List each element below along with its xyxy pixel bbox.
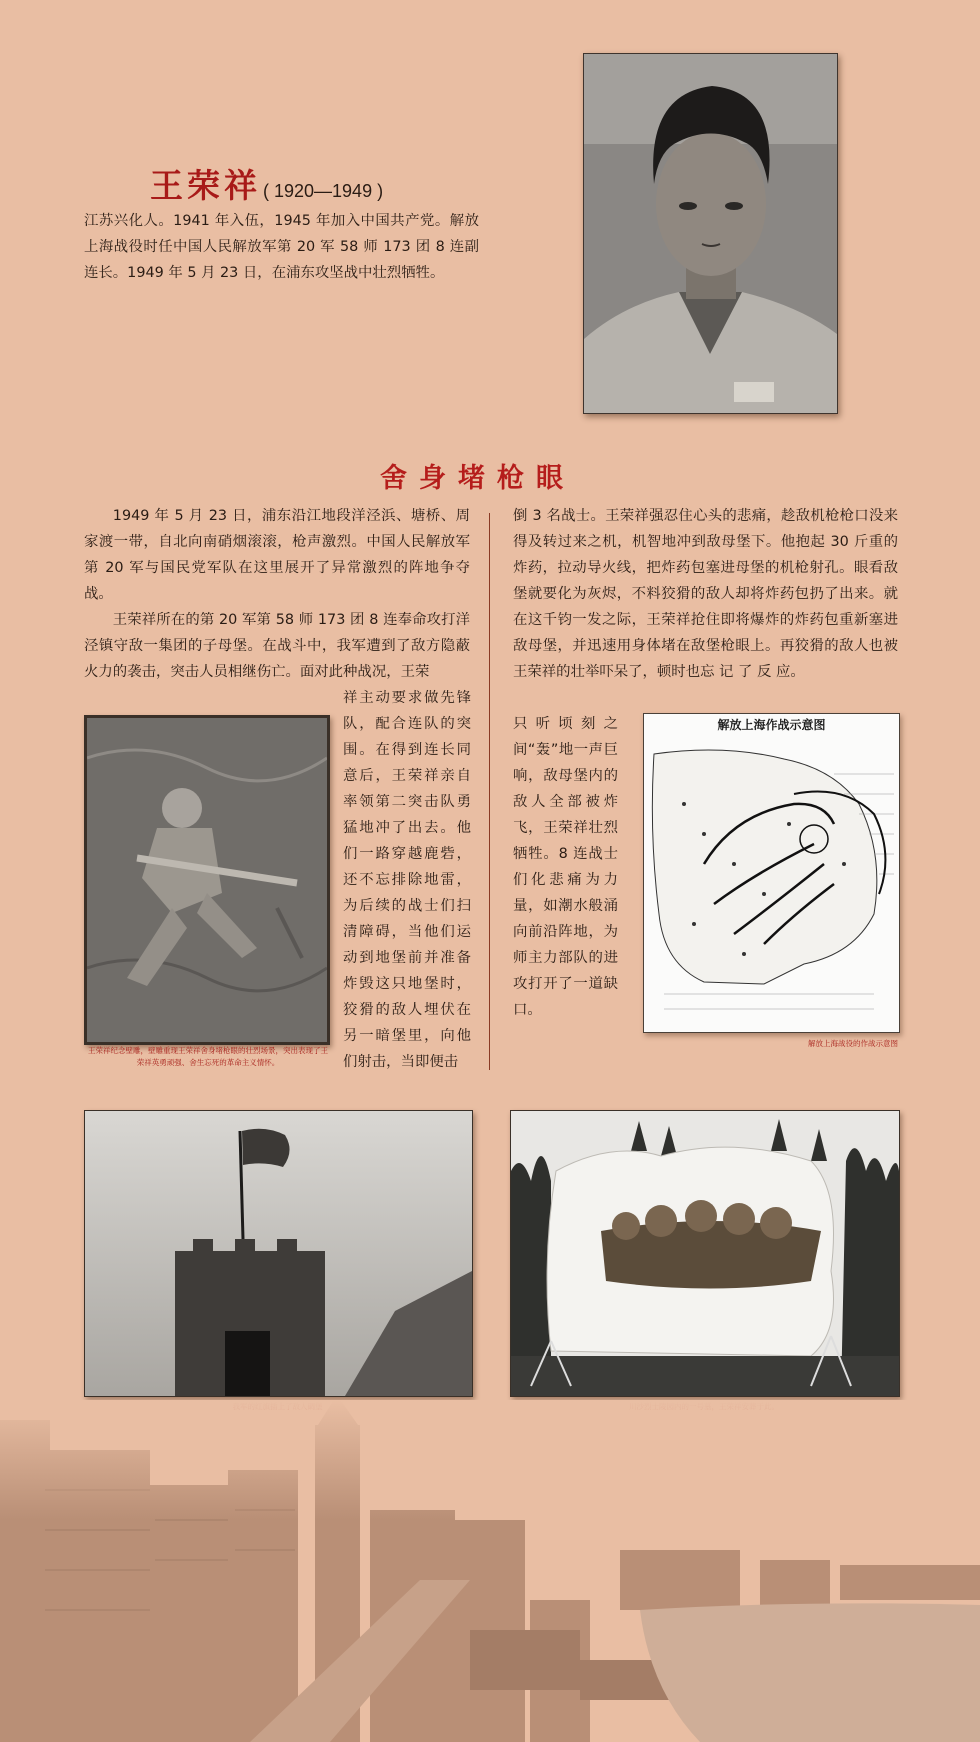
- map-caption: 解放上海战役的作战示意图: [808, 1039, 898, 1048]
- flag-on-bunker-photo: [84, 1110, 473, 1397]
- story-paragraph-1: 1949 年 5 月 23 日，浦东沿江地段洋泾浜、塘桥、周家渡一带，自北向南硝烟滚滚，枪声激烈。中国人民解放军第 20 军与国民党军队在这里展开了异常激烈的阵地争夺战。: [84, 508, 470, 602]
- memorial-photo: [510, 1110, 900, 1397]
- flag-bunker-illustration: [85, 1111, 472, 1396]
- portrait-photo: [583, 53, 838, 414]
- cityscape-background: [0, 1400, 980, 1742]
- relief-caption: 王荣祥纪念壁雕，壁雕重现王荣祥舍身堵枪眼的壮烈场景，突出表现了王荣祥英勇顽强、舍生忘死的革命主义情怀。: [88, 1046, 328, 1067]
- section-title: 舍身堵枪眼: [380, 463, 575, 494]
- battle-map: [643, 713, 900, 1033]
- story-right-narrow: 只听顷刻之间“轰”地一声巨响，敌母堡内的敌人全部被炸飞，王荣祥壮烈牺牲。8 连战士们化悲痛为力量，如潮水般涌向前沿阵地，为师主力部队的进攻打开了一道缺口。: [513, 716, 618, 1018]
- column-divider: [489, 513, 490, 1070]
- person-years: ( 1920—1949 ): [263, 181, 384, 201]
- memorial-illustration: [511, 1111, 899, 1396]
- story-paragraph-2: 王荣祥所在的第 20 军第 58 师 173 团 8 连奉命攻打洋泾镇守敌一集团的子母堡。在战斗中，我军遭到了敌方隐蔽火力的袭击，突击人员相继伤亡。面对此种战况，王荣: [84, 612, 470, 680]
- person-name: 王荣祥: [150, 166, 261, 205]
- story-right-column: 倒 3 名战士。王荣祥强忍住心头的悲痛，趁敌机枪枪口没来得及转过来之机，机智地冲到敌母堡下。他抱起 30 斤重的炸药，拉动导火线，把炸药包塞进母堡的机枪射孔。眼看敌堡就要化为灰烬，不料狡猾的敌人却将炸药包扔了出来。就在这千钧一发之际，王荣祥抢住即将爆炸的炸药包重新塞进敌母堡，并迅速用身体堵在敌堡枪眼上。再狡猾的敌人也被王荣祥的壮举吓呆了，顿时也忘 记 了 反 应。: [513, 508, 898, 680]
- map-title: 解放上海作战示意图: [717, 718, 826, 732]
- person-bio: 江苏兴化人。1941 年入伍，1945 年加入中国共产党。解放上海战役时任中国人民解放军第 20 军 58 师 173 团 8 连副连长。1949 年 5 月 23 日，在浦东攻坚战中壮烈牺牲。: [84, 213, 479, 281]
- story-left-narrow: 祥主动要求做先锋队，配合连队的突围。在得到连长同意后，王荣祥亲自率领第二突击队勇猛地冲了出去。他们一路穿越鹿砦，还不忘排除地雷，为后续的战士们扫清障碍，当他们运动到地堡前并准备炸毁这只地堡时，狡猾的敌人埋伏在另一暗堡里，向他们射击，当即便击: [343, 690, 471, 1070]
- person-heading: [150, 160, 383, 207]
- relief-illustration: [87, 718, 327, 1042]
- portrait-illustration: [584, 54, 837, 413]
- story-left-column: [84, 503, 470, 685]
- map-illustration: [644, 714, 899, 1032]
- relief-sculpture-photo: [84, 715, 330, 1045]
